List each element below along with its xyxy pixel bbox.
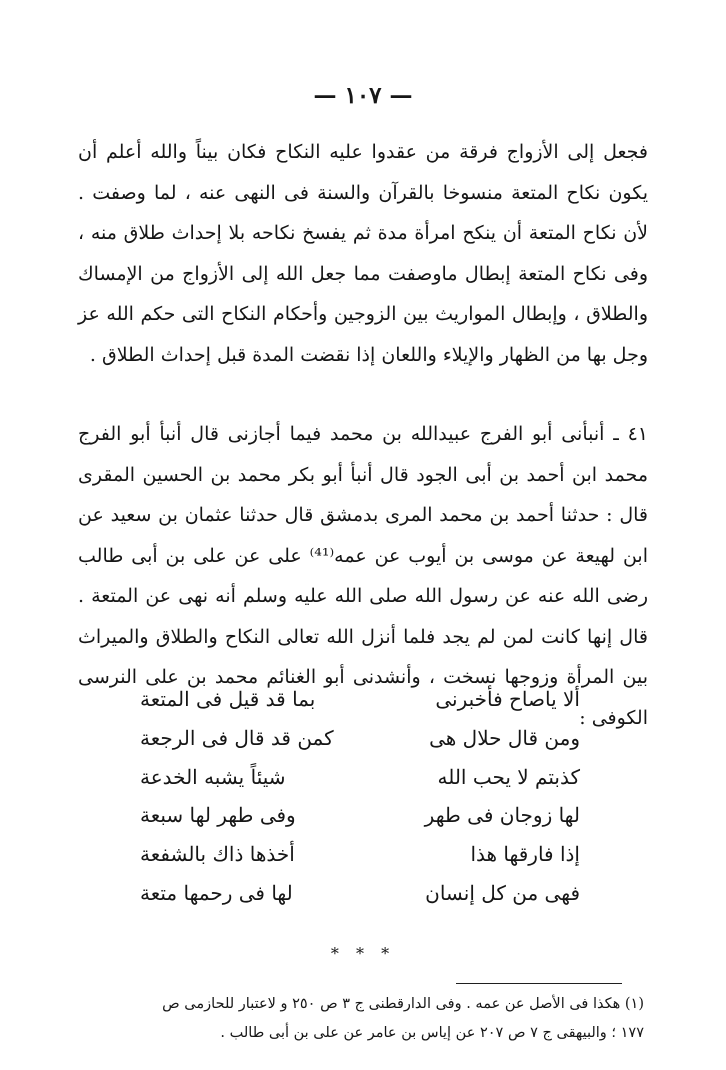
page-number: — ١٠٧ — [313, 82, 413, 109]
poem [140, 687, 580, 920]
verse-second-hemistich: لها فى رحمها متعة [140, 880, 293, 905]
poem-verse [140, 842, 580, 881]
verse-first-hemistich: ألا ياصاح فأخبرنى [435, 687, 580, 711]
poem-verse [140, 687, 580, 726]
verse-second-hemistich: كمن قد قال فى الرجعة [140, 725, 334, 750]
footnote-line: (١) هكذا فى الأصل عن عمه . وفى الدارقطنى ج ٣ ص ٢٥٠ و لاعتبار للحازمى ص [162, 996, 644, 1012]
verse-second-hemistich: بما قد قيل فى المتعة [140, 687, 316, 711]
footnote-divider [456, 983, 622, 984]
poem-verse [140, 765, 580, 804]
verse-second-hemistich: أخذها ذاك بالشفعة [140, 842, 295, 867]
verse-second-hemistich: شيئاً يشبه الخدعة [140, 764, 286, 789]
verse-first-hemistich: لها زوجان فى طهر [424, 803, 580, 828]
poem-verse [140, 881, 580, 920]
footnote-line: ١٧٧ ؛ والبيهقى ج ٧ ص ٢٠٧ عن إياس بن عامر عن على بن أبى طالب . [220, 1025, 644, 1041]
section-ornament: * * * [330, 944, 396, 963]
footnotes [96, 990, 644, 1048]
verse-second-hemistich: وفى طهر لها سبعة [140, 803, 296, 828]
paragraph-1: فجعل إلى الأزواج فرقة من عقدوا عليه النكاح فكان بيناً والله أعلم أن يكون نكاح المتعة منسوخا بالقرآن والسنة فى النهى عنه ، لما وصفت . لأن نكاح المتعة أن ينكح امرأة مدة ثم يفسخ نكاحه بلا إحداث طلاق منه ، وفى نكاح المتعة إبطال ماوصفت مما جعل الله إلى الأزواج من الإمساك والطلاق ، وإبطال المواريث بين الزوجين وأحكام النكاح التى حكم الله عز وجل بها من الظهار والإيلاء واللعان إذا نقضت المدة قبل إحداث الطلاق . [78, 141, 648, 366]
poem-verse [140, 803, 580, 842]
paragraph-2: ٤١ ـ أنبأنى أبو الفرج عبيدالله بن محمد فيما أجازنى قال أنبأ أبو الفرج محمد ابن أحمد بن أبى الجود قال أنبأ أبو بكر محمد بن الحسين المقرى قال : حدثنا أحمد بن محمد المرى بدمشق قال حدثنا عثمان بن سعيد عن ابن لهيعة عن موسى بن أيوب عن عمه⁽⁴¹⁾ على عن على بن أبى طالب رضى الله عنه عن رسول الله صلى الله عليه وسلم أنه نهى عن المتعة . قال إنها كانت لمن لم يجد فلما أنزل الله تعالى النكاح والطلاق والميراث بين المرأة وزوجها نسخت ، وأنشدنى أبو الغنائم محمد بن على النرسى الكوفى : [78, 423, 648, 729]
verse-first-hemistich: ومن قال حلال هى [429, 725, 580, 750]
verse-first-hemistich: فهى من كل إنسان [425, 880, 580, 905]
poem-verse [140, 726, 580, 765]
verse-first-hemistich: كذبتم لا يحب الله [437, 764, 580, 789]
verse-first-hemistich: إذا فارقها هذا [470, 842, 580, 867]
